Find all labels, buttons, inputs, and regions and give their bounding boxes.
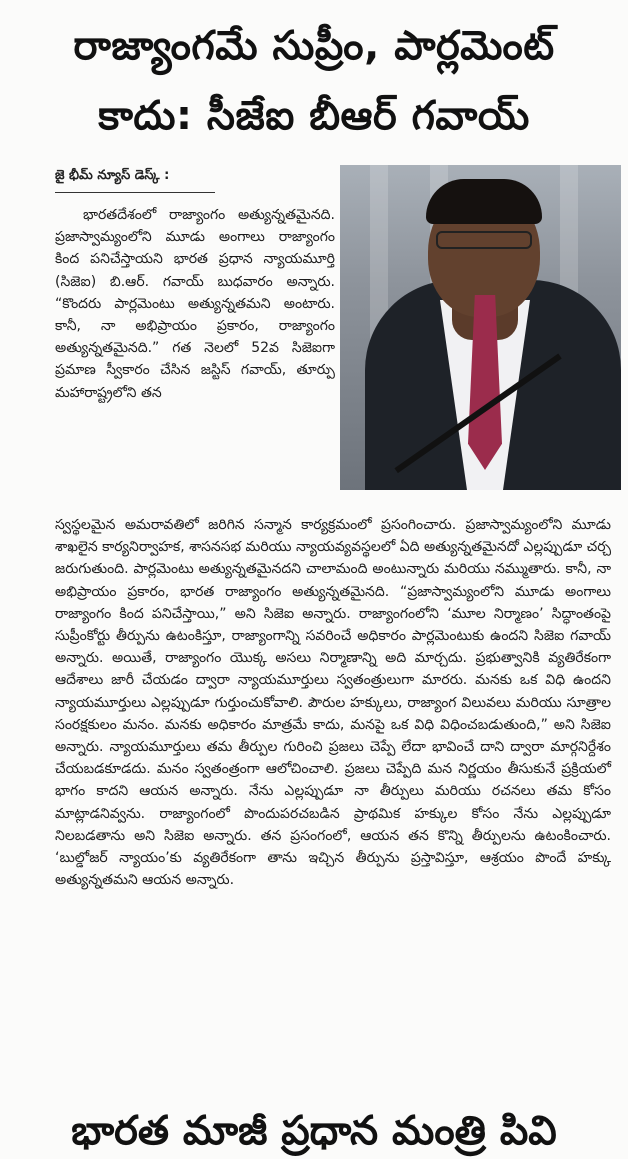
headline-line-2: కాదు: సీజేఐ బీఆర్ గవాయ్ <box>98 93 530 139</box>
article-paragraph-1: భారతదేశంలో రాజ్యాంగం అత్యున్నతమైనది. ప్రజాస్వామ్యంలోని మూడు అంగాలు రాజ్యాంగం కింద పనిచేస్తాయని భారత ప్రధాన న్యాయమూర్తి (సిజెఐ) బి.ఆర్. గవాయ్ బుధవారం అన్నారు. “కొందరు పార్లమెంటు అత్యున్నతమని అంటారు. కానీ, నా అభిప్రాయం ప్రకారం, రాజ్యాంగం అత్యున్నతమైనది.” గత నెలలో 52వ సిజెఐగా ప్రమాణ స్వీకారం చేసిన జస్టిస్ గవాయ్, తూర్పు మహారాష్ట్రలోని తన <box>55 207 335 401</box>
portrait-photo <box>340 165 621 490</box>
byline: జై భీమ్ న్యూస్ డెస్క్ : <box>55 168 215 193</box>
article-paragraph-2: స్వస్థలమైన అమరావతిలో జరిగిన సన్మాన కార్యక్రమంలో ప్రసంగించారు. ప్రజాస్వామ్యంలోని మూడు శాఖలైన కార్యనిర్వాహక, శాసనసభ మరియు న్యాయవ్యవస్థలలో ఏది అత్యున్నతమైనదో ఎల్లప్పుడూ చర్చ జరుగుతుంది. పార్లమెంటు అత్యున్నతమైనదని చాలామంది అంటున్నారు మరియు నమ్ముతారు. కానీ, నా అభిప్రాయం ప్రకారం, భారత రాజ్యాంగం అత్యున్నతమైనది. “ప్రజాస్వామ్యంలోని మూడు అంగాలు రాజ్యాంగం కింద పనిచేస్తాయి,” అని సిజెఐ అన్నారు. రాజ్యాంగంలోని ‘మూల నిర్మాణం’ సిద్ధాంతంపై సుప్రీంకోర్టు తీర్పును ఉటంకిస్తూ, రాజ్యాంగాన్ని సవరించే అధికారం పార్లమెంటుకు ఉందని సిజెఐ గవాయ్ అన్నారు. అయితే, రాజ్యాంగం యొక్క అసలు నిర్మాణాన్ని అది మార్చదు. ప్రభుత్వానికి వ్యతిరేకంగా ఆదేశాలు జారీ చేయడం ద్వారా న్యాయమూర్తులు స్వతంత్రులుగా మారరు. మనకు ఒక విధి ఉందని న్యాయమూర్తులు ఎల్లప్పుడూ గుర్తుంచుకోవాలి. పౌరుల హక్కులు, రాజ్యాంగ విలువలు మరియు సూత్రాల సంరక్షకులం మనం. మనకు అధికారం మాత్రమే కాదు, మనపై ఒక విధి విధించబడుతుంది,” అని సిజెఐ అన్నారు. న్యాయమూర్తులు తమ తీర్పుల గురించి ప్రజలు చెప్పే లేదా భావించే దాని ద్వారా మార్గనిర్దేశం చేయబడకూడదు. మనం స్వతంత్రంగా ఆలోచించాలి. ప్రజలు చెప్పేది మన నిర్ణయం తీసుకునే ప్రక్రియలో భాగం కాదని ఆయన అన్నారు. నేను ఎల్లప్పుడూ నా తీర్పులు మరియు రచనలు తమ కోసం మాట్లాడనివ్వను. రాజ్యాంగంలో పొందుపరచబడిన ప్రాథమిక హక్కుల కోసం నేను ఎల్లప్పుడూ నిలబడతాను అని సిజెఐ అన్నారు. తన ప్రసంగంలో, ఆయన తన కొన్ని తీర్పులను ఉటంకించారు. ‘బుల్డోజర్ న్యాయం’కు వ్యతిరేకంగా తాను ఇచ్చిన తీర్పును ప్రస్తావిస్తూ, ఆశ్రయం పొందే హక్కు అత్యున్నతమని ఆయన అన్నారు. <box>55 517 611 889</box>
next-article-headline: భారత మాజీ ప్రధాన మంత్రి పివి <box>71 1108 557 1154</box>
headline-line-1: రాజ్యాంగమే సుప్రీం, పార్లమెంట్ <box>73 23 555 69</box>
